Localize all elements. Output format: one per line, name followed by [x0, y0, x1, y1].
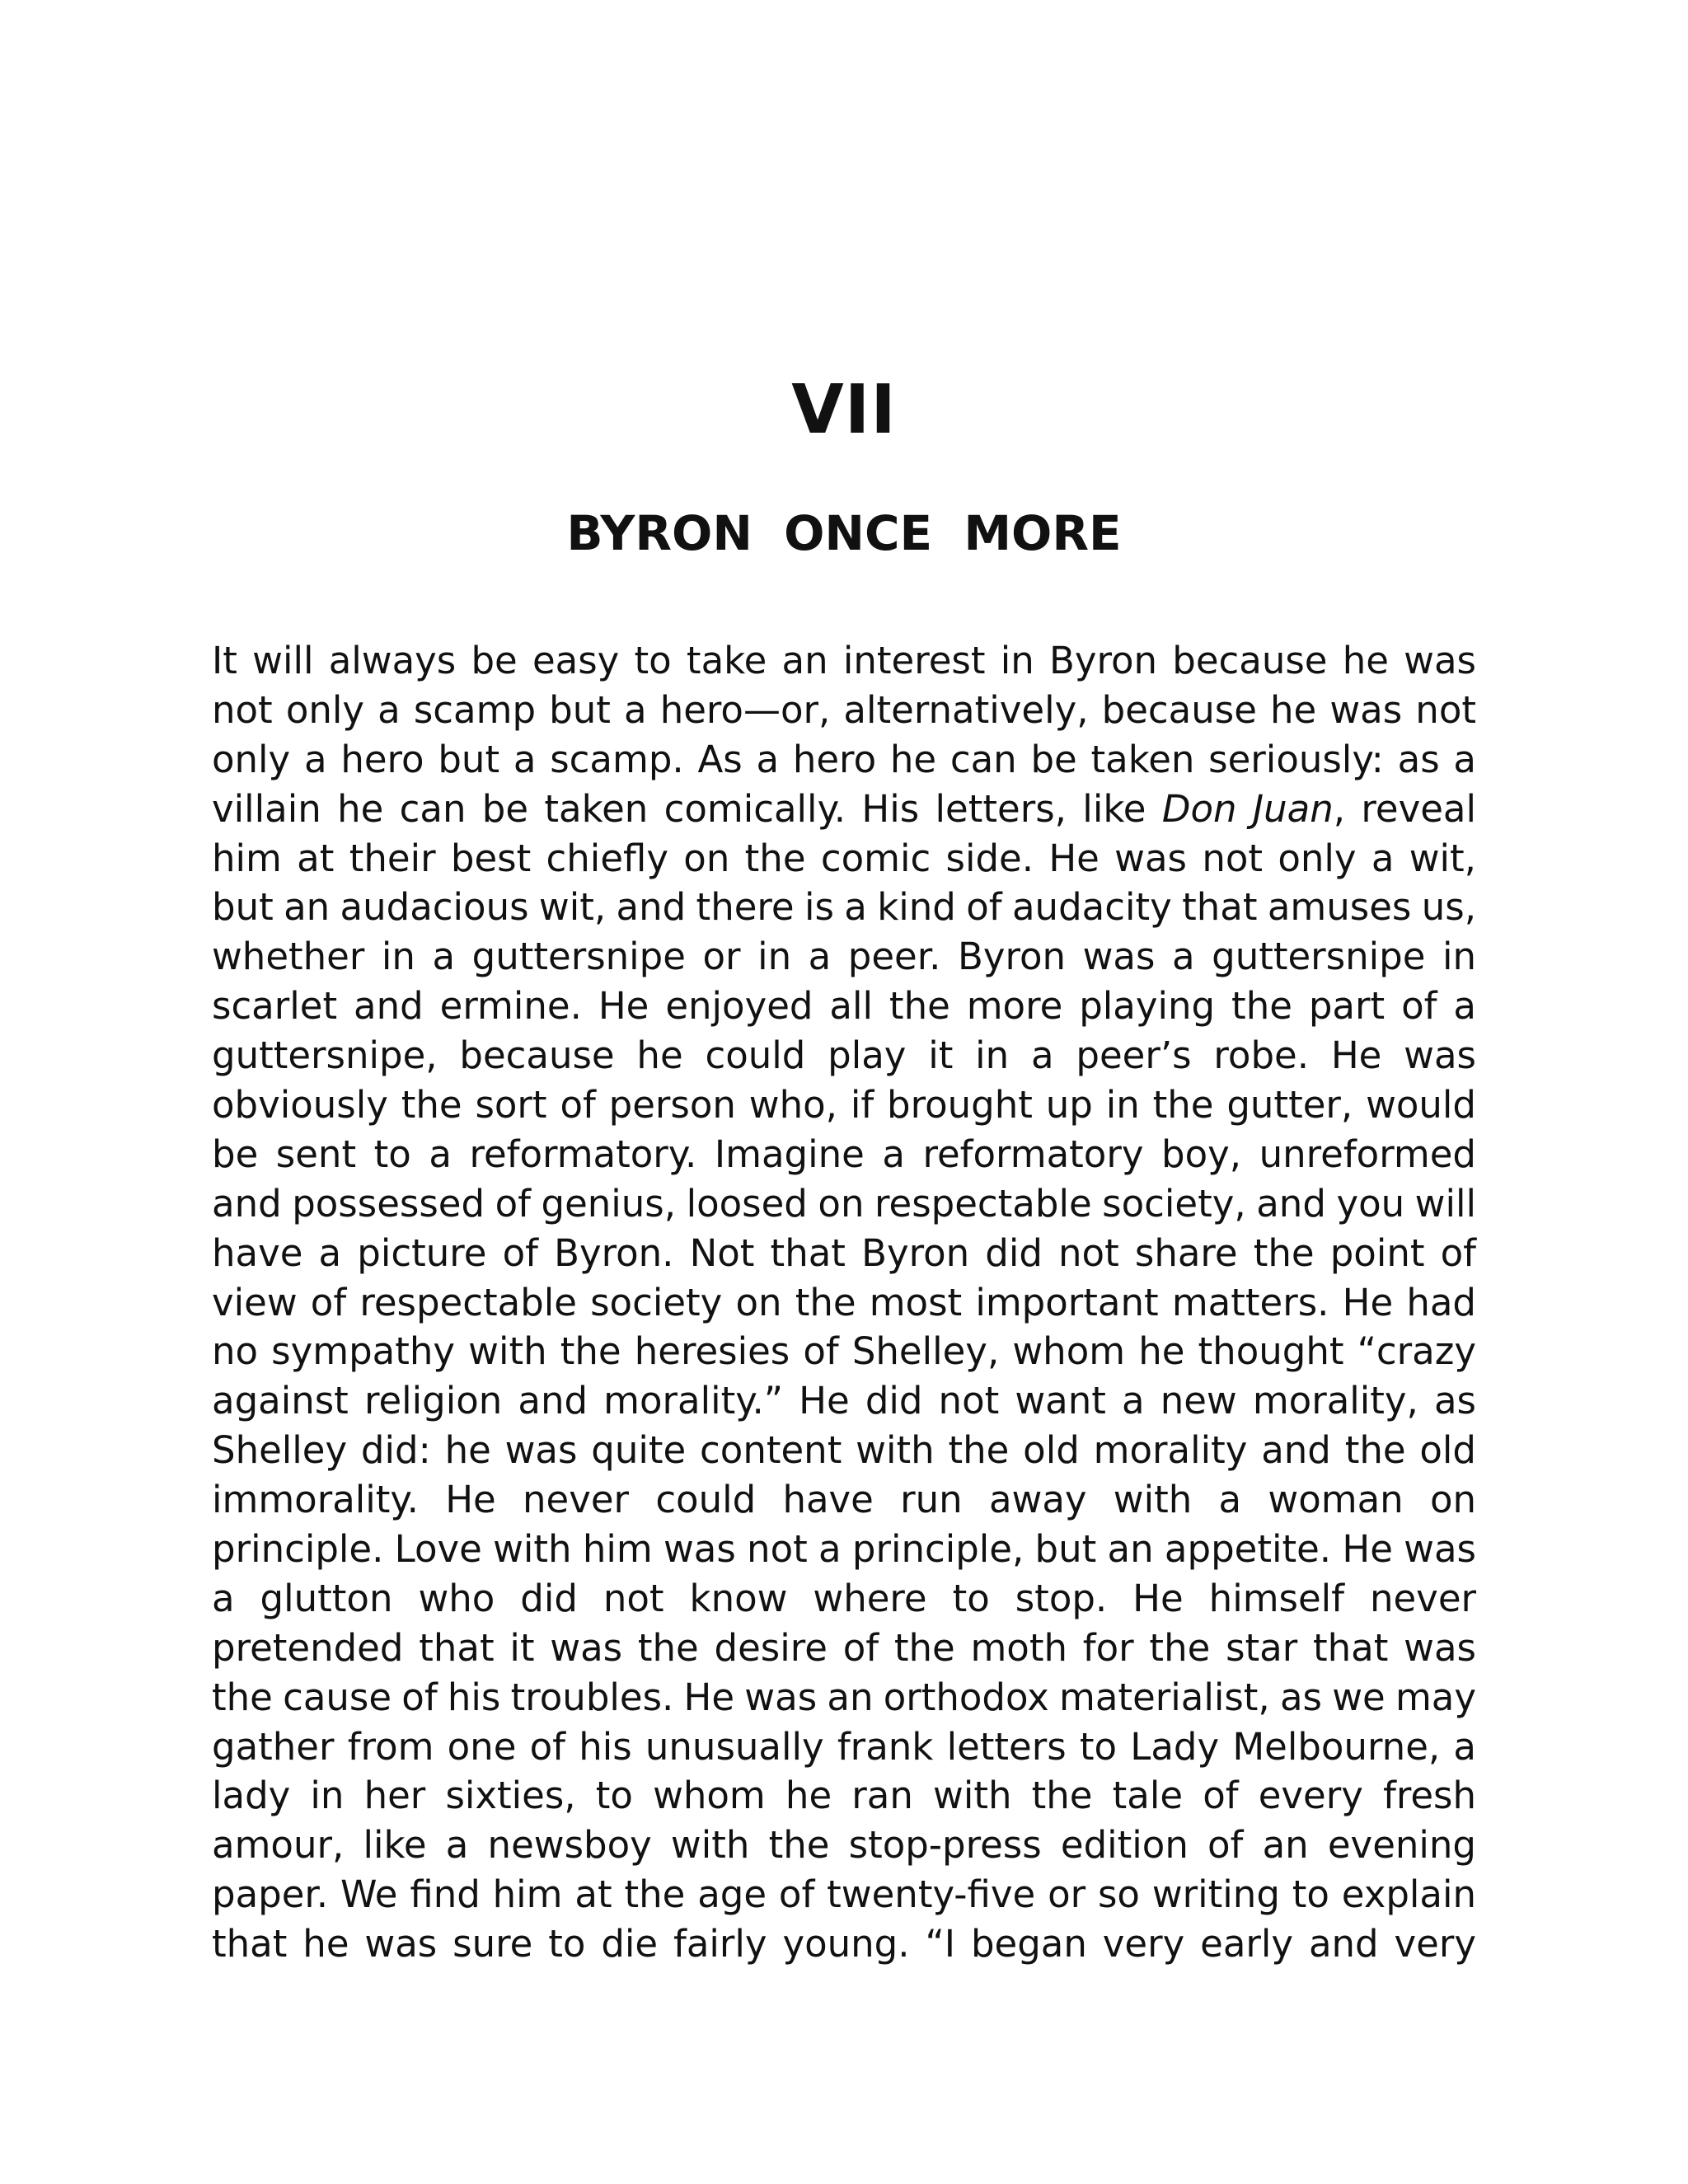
- text-line: him at their best chiefly on the comic side. He was not only a wit,: [212, 836, 1476, 880]
- text-line: pretended that it was the desire of the moth for the star that was: [212, 1625, 1476, 1670]
- text-line: no sympathy with the heresies of Shelley, whom he thought “crazy: [212, 1329, 1476, 1374]
- text-line: have a picture of Byron. Not that Byron did not share the point of: [212, 1230, 1476, 1275]
- text-line: guttersnipe, because he could play it in a peer’s robe. He was: [212, 1033, 1476, 1078]
- body-paragraph: [212, 636, 1476, 1969]
- text-line: not only a scamp but a hero—or, alternatively, because he was not: [212, 687, 1476, 732]
- text-line: principle. Love with him was not a principle, but an appetite. He was: [212, 1527, 1476, 1572]
- text-line: but an audacious wit, and there is a kind of audacity that amuses us,: [212, 885, 1476, 930]
- text-line: a glutton who did not know where to stop. He himself never: [212, 1576, 1476, 1620]
- text-line: obviously the sort of person who, if brought up in the gutter, would: [212, 1083, 1476, 1127]
- text-line: that he was sure to die fairly young. “I began very early and very: [212, 1922, 1476, 1966]
- text-line: [212, 785, 1476, 834]
- text-line: the cause of his troubles. He was an orthodox materialist, as we may: [212, 1675, 1476, 1719]
- text-line: paper. We find him at the age of twenty-five or so writing to explain: [212, 1872, 1476, 1917]
- text-line: It will always be easy to take an interest in Byron because he was: [212, 639, 1476, 682]
- text-line: whether in a guttersnipe or in a peer. Byron was a guttersnipe in: [212, 935, 1476, 979]
- chapter-number: VII: [791, 371, 897, 449]
- text-line: scarlet and ermine. He enjoyed all the more playing the part of a: [212, 984, 1476, 1029]
- text-line: lady in her sixties, to whom he ran with the tale of every fresh: [212, 1774, 1476, 1818]
- text-line: against religion and morality.” He did not want a new morality, as: [212, 1379, 1476, 1423]
- text-line: gather from one of his unusually frank letters to Lady Melbourne, a: [212, 1724, 1476, 1769]
- text-line: view of respectable society on the most important matters. He had: [212, 1280, 1476, 1324]
- chapter-title: BYRON ONCE MORE: [566, 505, 1122, 561]
- text-line: immorality. He never could have run away with a woman on: [212, 1478, 1476, 1522]
- text-line: and possessed of genius, loosed on respectable society, and you will: [212, 1181, 1476, 1226]
- text-segment: , reveal: [1333, 786, 1476, 831]
- text-segment: villain he can be taken comically. His letters, like: [212, 786, 1162, 831]
- text-line: only a hero but a scamp. As a hero he can be taken seriously: as a: [212, 737, 1476, 781]
- book-title-italic: Don Juan: [1161, 786, 1334, 831]
- text-line: Shelley did: he was quite content with the old morality and the old: [212, 1428, 1476, 1473]
- text-line: amour, like a newsboy with the stop-press edition of an evening: [212, 1823, 1476, 1868]
- text-line: be sent to a reformatory. Imagine a reformatory boy, unreformed: [212, 1132, 1476, 1176]
